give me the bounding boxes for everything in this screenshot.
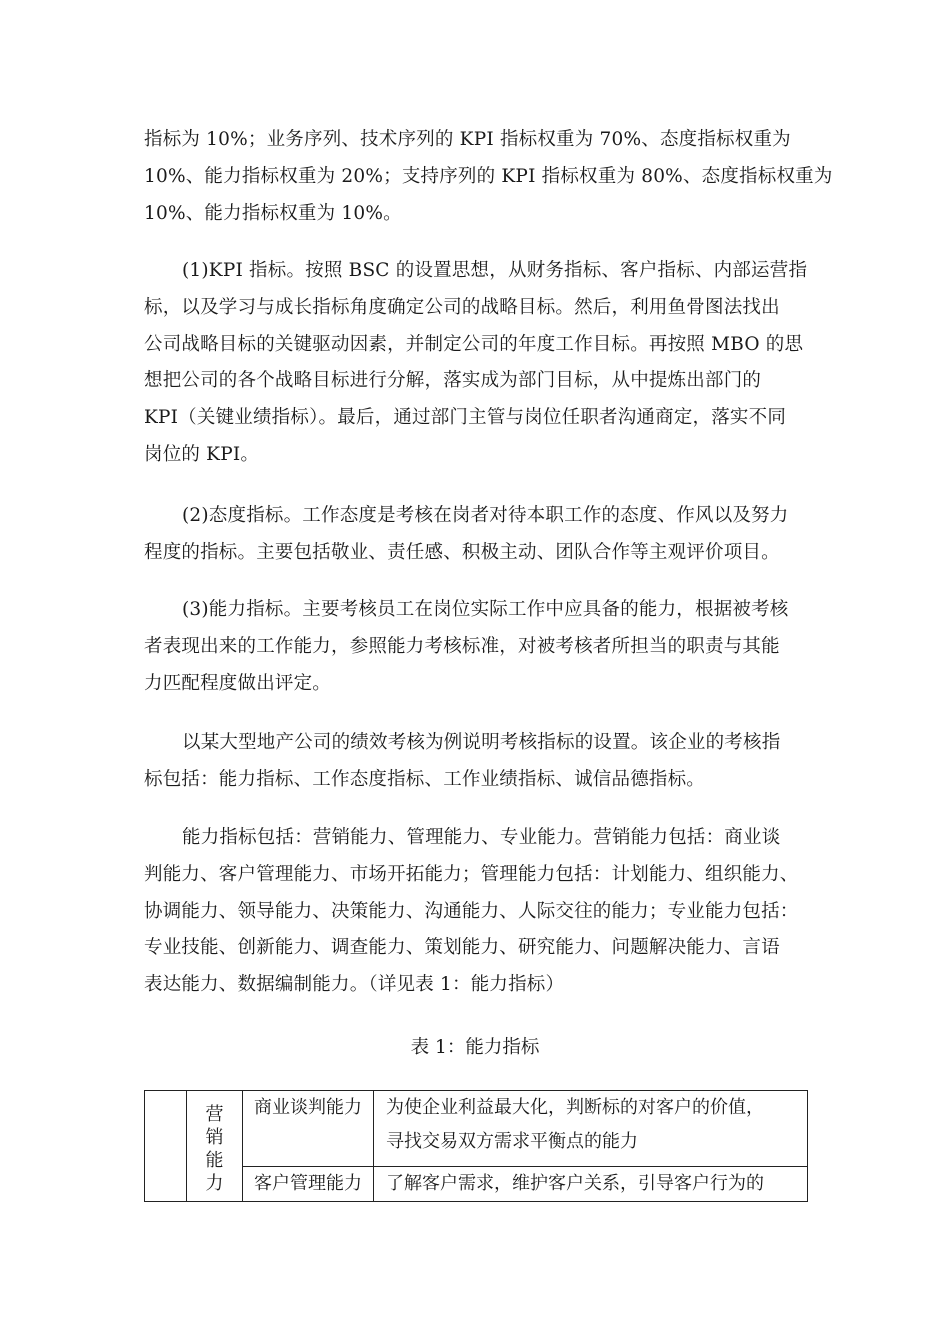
category-label: 营销能力: [205, 1104, 224, 1194]
paragraph-attitude: [144, 498, 814, 572]
text-line: KPI（关键业绩指标）。最后，通过部门主管与岗位任职者沟通商定，落实不同: [144, 407, 787, 429]
text-line: (3)能力指标。主要考核员工在岗位实际工作中应具备的能力，根据被考核: [182, 599, 789, 620]
table-cell-name: 商业谈判能力: [243, 1091, 374, 1167]
desc-line: 为使企业利益最大化，判断标的对客户的价值，: [386, 1097, 764, 1118]
paragraph-example: [144, 725, 814, 799]
text-line: 想把公司的各个战略目标进行分解，落实成为部门目标，从中提炼出部门的: [144, 370, 762, 392]
text-line: 判能力、客户管理能力、市场开拓能力；管理能力包括：计划能力、组织能力、: [144, 863, 799, 885]
paragraph-weights: [144, 122, 833, 232]
text-line: 10%、能力指标权重为 10%。: [144, 202, 402, 224]
text-line: 公司战略目标的关键驱动因素，并制定公司的年度工作目标。再按照 MBO 的思: [144, 333, 804, 355]
text-line: 10%、能力指标权重为 20%；支持序列的 KPI 指标权重为 80%、态度指标权重为: [144, 165, 833, 187]
table-caption: 表 1：能力指标: [410, 1037, 540, 1058]
text-line: 者表现出来的工作能力，参照能力考核标准，对被考核者所担当的职责与其能: [144, 635, 780, 657]
paragraph-ability: [144, 592, 814, 702]
table-row: [145, 1091, 808, 1167]
text-line: 标包括：能力指标、工作态度指标、工作业绩指标、诚信品德指标。: [144, 768, 706, 790]
paragraph-kpi: [144, 253, 814, 474]
ability-table: [144, 1090, 808, 1202]
text-line: (2)态度指标。工作态度是考核在岗者对待本职工作的态度、作风以及努力: [182, 505, 789, 526]
text-line: 程度的指标。主要包括敬业、责任感、积极主动、团队合作等主观评价项目。: [144, 541, 780, 563]
text-line: 专业技能、创新能力、调查能力、策划能力、研究能力、问题解决能力、言语: [144, 937, 780, 959]
table-cell-name: 客户管理能力: [243, 1166, 374, 1201]
text-line: 能力指标包括：营销能力、管理能力、专业能力。营销能力包括：商业谈: [182, 827, 781, 848]
text-line: 指标为 10%；业务序列、技术序列的 KPI 指标权重为 70%、态度指标权重为: [144, 129, 791, 150]
table-cell-desc: [374, 1091, 808, 1167]
desc-line: 了解客户需求，维护客户关系，引导客户行为的: [386, 1172, 764, 1194]
table-cell-empty: [145, 1091, 187, 1202]
table-cell-category: [187, 1091, 243, 1202]
text-line: 以某大型地产公司的绩效考核为例说明考核指标的设置。该企业的考核指: [182, 732, 781, 753]
table-row: [145, 1166, 808, 1201]
text-line: 岗位的 KPI。: [144, 443, 260, 465]
text-line: 力匹配程度做出评定。: [144, 672, 332, 694]
desc-line: 寻找交易双方需求平衡点的能力: [386, 1131, 638, 1152]
paragraph-ability-list: [144, 820, 814, 1004]
text-line: 标，以及学习与成长指标角度确定公司的战略目标。然后，利用鱼骨图法找出: [144, 296, 780, 318]
text-line: 协调能力、领导能力、决策能力、沟通能力、人际交往的能力；专业能力包括：: [144, 900, 799, 922]
text-line: (1)KPI 指标。按照 BSC 的设置思想，从财务指标、客户指标、内部运营指: [182, 260, 808, 281]
text-line: 表达能力、数据编制能力。（详见表 1：能力指标）: [144, 974, 565, 996]
table-cell-desc: [374, 1166, 808, 1201]
